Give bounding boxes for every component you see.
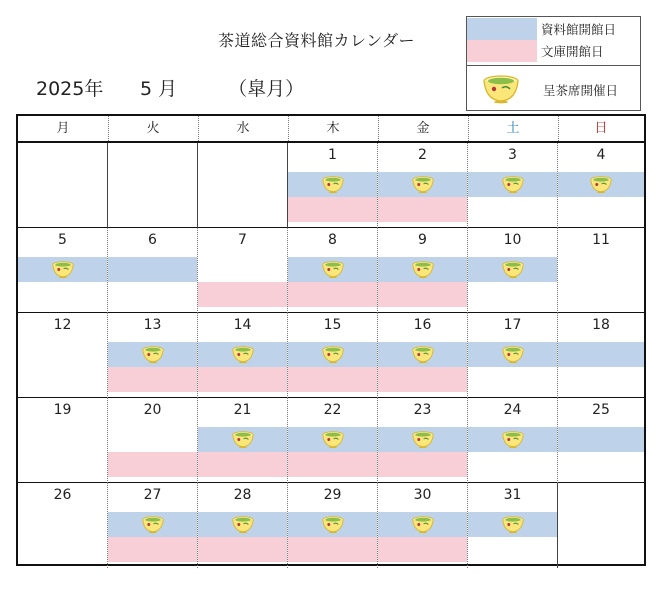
teacup-icon [51,260,75,279]
day-number: 9 [418,232,427,248]
archive-open-band [198,537,287,562]
day-number: 15 [323,317,342,333]
teacup-icon [411,260,435,279]
calendar-week [18,313,644,398]
archive-open-band [378,197,467,222]
archive-open-band [288,367,377,392]
day-number: 8 [328,232,337,248]
library-open-band [558,342,644,367]
day-number: 22 [323,402,342,418]
archive-open-band [198,282,287,307]
legend-row-library [467,18,616,40]
day-cell[interactable] [378,228,468,313]
archive-open-band [198,367,287,392]
day-cell[interactable] [288,398,378,483]
day-number: 13 [143,317,162,333]
day-number: 20 [143,402,162,418]
day-cell[interactable] [18,313,108,398]
teacup-icon [589,175,613,194]
teacup-icon [231,345,255,364]
teacup-icon [411,430,435,449]
day-cell[interactable] [108,483,198,568]
day-number: 31 [503,487,522,503]
archive-open-band [288,282,377,307]
day-number: 11 [592,232,610,248]
weekday-label: 金 [378,116,469,141]
archive-open-band [288,452,377,477]
legend [466,16,641,111]
legend-label-library: 資料館開館日 [541,22,617,37]
day-cell[interactable] [288,483,378,568]
year-month-heading [36,74,304,101]
teacup-icon [321,175,345,194]
calendar-week [18,143,644,228]
day-cell[interactable] [558,313,644,398]
day-number: 5 [58,232,67,248]
day-number: 23 [413,402,432,418]
day-cell[interactable] [18,228,108,313]
day-cell[interactable] [468,483,558,568]
day-number: 30 [413,487,432,503]
weekday-label: 木 [288,116,379,141]
archive-open-band [198,452,287,477]
year-label: 2025年 [36,78,104,100]
teacup-icon [501,430,525,449]
day-number: 28 [233,487,252,503]
day-number: 21 [233,402,252,418]
day-number: 4 [596,147,606,163]
teacup-icon [141,345,165,364]
teacup-icon [411,345,435,364]
archive-open-band [378,452,467,477]
archive-open-band [108,537,197,562]
day-cell[interactable] [378,143,468,228]
day-number: 24 [503,402,522,418]
archive-open-band [288,197,377,222]
day-number: 26 [53,487,72,503]
day-cell[interactable] [198,398,288,483]
day-cell[interactable] [468,313,558,398]
day-cell[interactable] [558,398,644,483]
legend-row-archive [467,40,604,62]
teacup-icon [411,515,435,534]
library-open-band [108,257,197,282]
legend-swatch-library [467,18,537,40]
legend-swatch-archive [467,40,537,62]
teacup-icon [231,430,255,449]
day-cell[interactable] [18,398,108,483]
day-cell[interactable] [468,228,558,313]
day-cell[interactable] [468,143,558,228]
day-number: 27 [143,487,162,503]
archive-open-band [378,537,467,562]
archive-open-band [108,367,197,392]
teacup-icon [321,430,345,449]
day-number: 7 [238,232,247,248]
day-number: 14 [233,317,252,333]
weekday-header [18,116,644,143]
teacup-icon [501,515,525,534]
day-cell[interactable] [108,398,198,483]
day-cell[interactable] [468,398,558,483]
calendar-week [18,398,644,483]
archive-open-band [378,367,467,392]
archive-open-band [288,537,377,562]
day-cell[interactable] [558,143,644,228]
weekday-label: 水 [198,116,289,141]
day-cell[interactable] [198,228,288,313]
calendar-week [18,483,644,568]
legend-label-teahouse: 呈茶席開催日 [543,83,619,98]
empty-day-cell [198,143,288,228]
day-number: 2 [418,147,427,163]
teacup-icon [481,74,521,104]
month-label: 5 月 [140,78,178,100]
day-number: 6 [148,232,157,248]
weekday-label: 日 [594,121,608,136]
day-cell[interactable] [18,483,108,568]
day-cell[interactable] [198,313,288,398]
teacup-icon [321,260,345,279]
calendar-week [18,228,644,313]
archive-open-band [378,282,467,307]
day-cell[interactable] [108,313,198,398]
day-cell[interactable] [108,228,198,313]
teacup-icon [231,515,255,534]
teacup-icon [501,345,525,364]
day-cell[interactable] [558,228,644,313]
day-cell[interactable] [378,398,468,483]
teacup-icon [411,175,435,194]
teacup-icon [141,515,165,534]
teacup-icon [321,515,345,534]
day-cell[interactable] [288,228,378,313]
day-cell[interactable] [378,483,468,568]
day-cell[interactable] [198,483,288,568]
empty-day-cell [18,143,108,228]
weekday-label: 土 [468,116,559,141]
day-number: 12 [53,317,72,333]
day-cell[interactable] [378,313,468,398]
day-number: 18 [592,317,610,333]
day-number: 25 [592,402,610,418]
teacup-icon [321,345,345,364]
legend-label-archive: 文庫開館日 [541,44,604,59]
legend-divider [467,65,640,66]
day-cell[interactable] [288,143,378,228]
month-name: （皐月） [228,78,305,100]
day-number: 16 [413,317,432,333]
library-open-band [558,427,644,452]
day-number: 3 [508,147,517,163]
day-number: 10 [503,232,522,248]
weekday-label: 月 [18,116,109,141]
empty-day-cell [558,483,644,568]
teacup-icon [501,260,525,279]
day-number: 19 [53,402,72,418]
day-number: 29 [323,487,342,503]
day-number: 17 [503,317,522,333]
day-number: 1 [328,147,337,163]
empty-day-cell [108,143,198,228]
calendar-title: 茶道総合資料館カレンダー [218,31,415,50]
day-cell[interactable] [288,313,378,398]
archive-open-band [108,452,197,477]
calendar-grid [16,114,646,566]
teacup-icon [501,175,525,194]
weekday-label: 火 [108,116,199,141]
